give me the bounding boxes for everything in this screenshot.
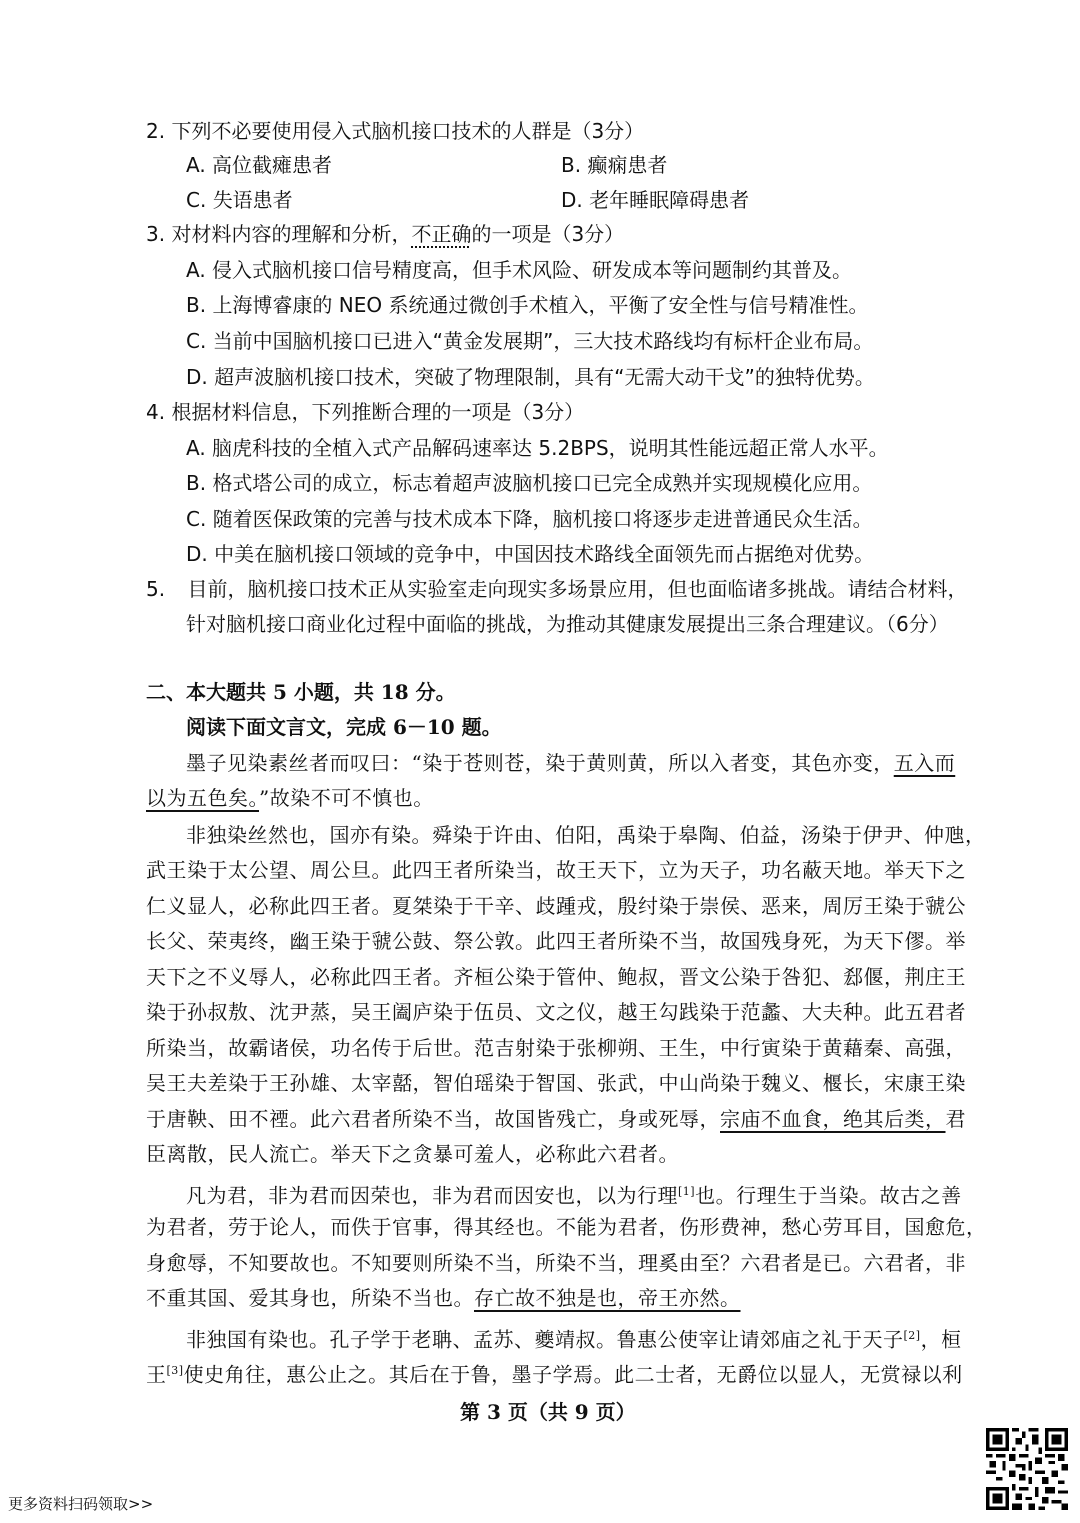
passage-text: 不重其国、爱其身也，所染不当也。 — [146, 1286, 474, 1310]
q4-option-a — [186, 434, 889, 462]
passage-text: 非独国有染也。孔子学于老聃、孟苏、夔靖叔。鲁惠公使宰让请郊庙之礼于天子 — [186, 1327, 904, 1352]
footnote-ref: [2] — [903, 1329, 921, 1342]
q3-text-post: 的一项是（3分） — [471, 222, 625, 246]
option-text: 高位截瘫患者 — [212, 153, 333, 177]
q2-text: 下列不必要使用侵入式脑机接口技术的人群是（3分） — [171, 119, 645, 143]
passage-line: 所染当，故霸诸侯，功名传于后世。范吉射染于张柳朔、王生，中行寅染于黄藉秦、高强， — [146, 1036, 966, 1060]
q3-option-b — [186, 291, 869, 319]
option-label: D. — [186, 365, 208, 389]
underlined-text: 五入而 — [893, 751, 956, 775]
qr-code-icon[interactable] — [986, 1428, 1068, 1510]
q3-option-a — [186, 256, 852, 284]
footnote-ref: [1] — [678, 1185, 696, 1198]
passage-line — [146, 1105, 966, 1133]
q5-text: 针对脑机接口商业化过程中面临的挑战，为推动其健康发展提出三条合理建议。（6分） — [186, 612, 949, 636]
passage-text: 王 — [146, 1362, 167, 1387]
q2-option-c — [186, 186, 293, 214]
passage-text: 也。行理生于当染。故古之善 — [695, 1183, 962, 1208]
passage-line: 为君者，劳于论人，而佚于官事，得其经也。不能为君者，伤形费神，愁心劳耳目，国愈危， — [146, 1215, 987, 1239]
option-label: C. — [186, 507, 207, 531]
page-number: 第 3 页（共 9 页） — [460, 1400, 636, 1424]
q3-emphasis: 不正确 — [411, 222, 472, 246]
passage-text: ，桓 — [920, 1327, 962, 1352]
option-label: B. — [186, 471, 207, 495]
section-instruction: 阅读下面文言文，完成 6－10 题。 — [186, 715, 502, 739]
q5-text: 目前，脑机接口技术正从实验室走向现实多场景应用，但也面临诸多挑战。请结合材料， — [187, 577, 968, 601]
q2-number: 2. — [146, 119, 166, 143]
q3-stem — [146, 220, 624, 248]
q5-line-2 — [186, 610, 949, 638]
q2-option-a — [186, 151, 332, 179]
q4-option-c — [186, 505, 873, 533]
passage-line — [186, 1322, 962, 1354]
option-text: 超声波脑机接口技术，突破了物理限制，具有“无需大动干戈”的独特优势。 — [214, 365, 875, 389]
passage-text: 君 — [945, 1107, 966, 1131]
q4-option-d — [186, 540, 874, 568]
passage-line — [146, 784, 434, 812]
option-label: D. — [186, 542, 208, 566]
q5-number: 5. — [146, 577, 166, 601]
passage-line — [146, 1284, 741, 1312]
option-label: B. — [186, 293, 207, 317]
q4-stem — [146, 398, 584, 426]
passage-line: 吴王夫差染于王孙雄、太宰嚭，智伯瑶染于智国、张武，中山尚染于魏义、椻长，宋康王染 — [146, 1071, 966, 1095]
option-label: A. — [186, 258, 206, 282]
section-heading: 二、本大题共 5 小题，共 18 分。 — [146, 680, 456, 704]
passage-text: 于唐鞅、田不禋。此六君者所染不当，故国皆残亡，身或死辱， — [146, 1107, 720, 1131]
more-resources-link[interactable]: 更多资料扫码领取>> — [8, 1495, 154, 1513]
underlined-text: 宗庙不血食，绝其后类， — [720, 1107, 946, 1131]
option-text: 老年睡眠障碍患者 — [589, 188, 750, 212]
underlined-text: 以为五色矣。 — [146, 786, 259, 810]
q2-stem — [146, 117, 644, 145]
q4-text: 根据材料信息，下列推断合理的一项是（3分） — [171, 400, 585, 424]
q2-option-b — [561, 151, 667, 179]
option-label: A. — [186, 153, 206, 177]
passage-line: 臣离散，民人流亡。举天下之贪暴可羞人，必称此六君者。 — [146, 1142, 679, 1166]
q5-line-1 — [146, 575, 967, 603]
underlined-text: 存亡故不独是也，帝王亦然。 — [474, 1286, 741, 1310]
footnote-ref: [3] — [166, 1364, 184, 1377]
passage-line: 仁义显人，必称此四王者。夏桀染于干辛、歧踵戎，殷纣染于崇侯、恶来，周厉王染于虢公 — [146, 894, 966, 918]
option-label: C. — [186, 329, 207, 353]
option-text: 失语患者 — [212, 188, 293, 212]
q2-option-d — [561, 186, 749, 214]
passage-line: 身愈辱，不知要故也。不知要则所染不当，所染不当，理奚由至？六君者是已。六君者，非 — [146, 1251, 966, 1275]
passage-text: 墨子见染素丝者而叹曰：“染于苍则苍，染于黄则黄，所以入者变，其色亦变， — [186, 751, 894, 775]
passage-line: 武王染于太公望、周公旦。此四王者所染当，故王天下，立为天子，功名蔽天地。举天下之 — [146, 858, 966, 882]
q3-option-c — [186, 327, 873, 355]
passage-line: 非独染丝然也，国亦有染。舜染于许由、伯阳，禹染于皋陶、伯益，汤染于伊尹、仲虺， — [186, 823, 986, 847]
option-text: 当前中国脑机接口已进入“黄金发展期”，三大技术路线均有标杆企业布局。 — [212, 329, 874, 353]
passage-text: 凡为君，非为君而因荣也，非为君而因安也，以为行理 — [186, 1183, 678, 1208]
option-text: 中美在脑机接口领域的竞争中，中国因技术路线全面领先而占据绝对优势。 — [214, 542, 875, 566]
q4-number: 4. — [146, 400, 166, 424]
option-text: 随着医保政策的完善与技术成本下降，脑机接口将逐步走进普通民众生活。 — [212, 507, 873, 531]
option-label: B. — [561, 153, 582, 177]
option-label: A. — [186, 436, 206, 460]
q3-text-pre: 对材料内容的理解和分析， — [171, 222, 412, 246]
option-text: 上海博睿康的 NEO 系统通过微创手术植入，平衡了安全性与信号精准性。 — [212, 293, 869, 317]
passage-text: 使史角往，惠公止之。其后在于鲁，墨子学焉。此二士者，无爵位以显人，无赏禄以利 — [183, 1362, 963, 1387]
q4-option-b — [186, 469, 872, 497]
passage-line: 长父、荣夷终，幽王染于虢公鼓、祭公敦。此四王者所染不当，故国残身死，为天下僇。举 — [146, 929, 966, 953]
option-label: D. — [561, 188, 583, 212]
option-text: 侵入式脑机接口信号精度高，但手术风险、研发成本等问题制约其普及。 — [212, 258, 853, 282]
option-label: C. — [186, 188, 207, 212]
passage-line — [186, 749, 955, 777]
passage-line — [186, 1178, 962, 1210]
passage-text: ”故染不可不慎也。 — [259, 786, 434, 810]
q3-option-d — [186, 363, 875, 391]
option-text: 脑虎科技的全植入式产品解码速率达 5.2BPS，说明其性能远超正常人水平。 — [212, 436, 889, 460]
passage-line: 染于孙叔敖、沈尹蒸，吴王阖庐染于伍员、文之仪，越王勾践染于范蠡、大夫种。此五君者 — [146, 1000, 966, 1024]
q3-number: 3. — [146, 222, 166, 246]
passage-line: 天下之不义辱人，必称此四王者。齐桓公染于管仲、鲍叔，晋文公染于咎犯、郄偃，荆庄王 — [146, 965, 966, 989]
option-text: 癫痫患者 — [587, 153, 668, 177]
passage-line — [146, 1357, 963, 1389]
option-text: 格式塔公司的成立，标志着超声波脑机接口已完全成熟并实现规模化应用。 — [212, 471, 873, 495]
